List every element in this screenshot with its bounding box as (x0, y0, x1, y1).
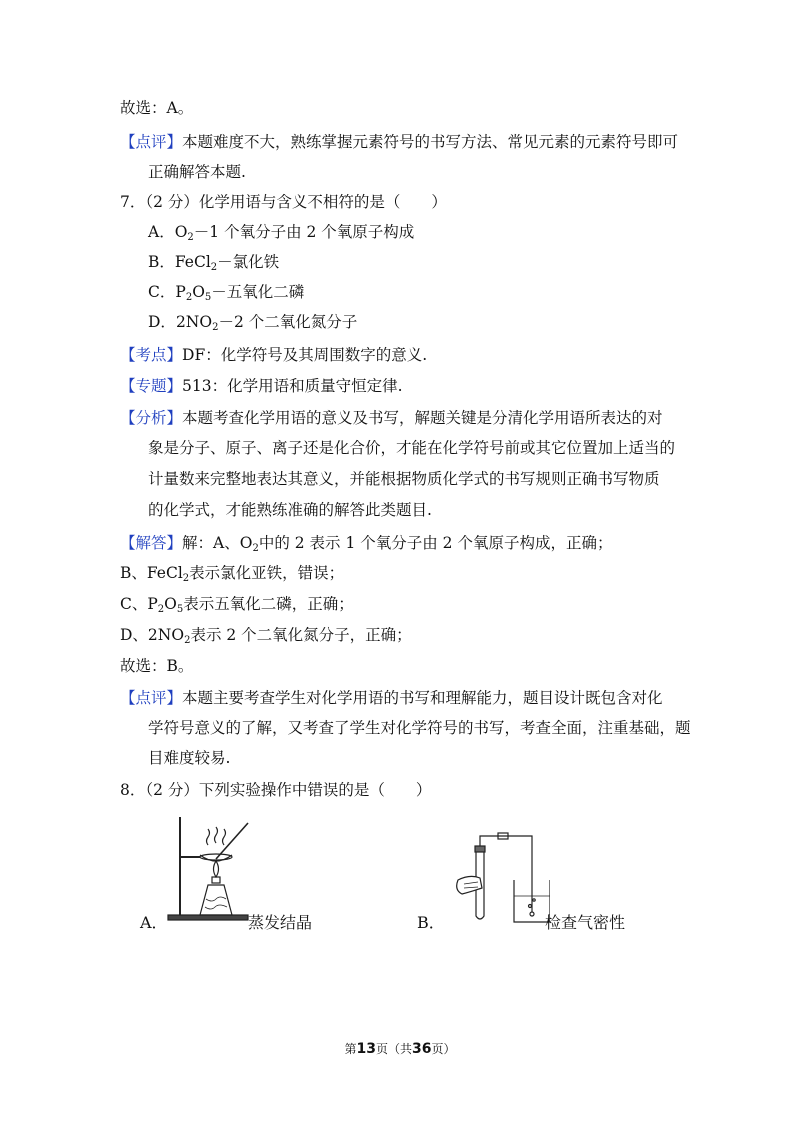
q7-zhuanti: 【专题】513：化学用语和质量守恒定律. (120, 377, 403, 395)
q7-jieda-d: D、$2NO_2$表示 2 个二氧化氮分子，正确； (120, 626, 412, 646)
q8-option-b-caption: 检查气密性 (545, 913, 626, 932)
q7-answer: 故选：B。 (120, 657, 194, 675)
q7-dianping-line1: 【点评】本题主要考查学生对化学用语的书写和理解能力，题目设计既包含对化 (120, 689, 663, 707)
q7-jieda-a: 【解答】解：A、$O_2$中的 2 表示 1 个氧分子由 2 个氧原子构成，正确； (120, 534, 613, 554)
q6-comment-tag: 点评 (135, 133, 167, 151)
q7-jieda-b: B、FeCl$_2$表示氯化亚铁，错误； (120, 564, 345, 584)
q7-kaodian: 【考点】DF：化学符号及其周围数字的意义. (120, 346, 428, 364)
total-pages-number: 36 (412, 1041, 432, 1057)
q7-jieda-c: C、$P_2O_5$表示五氧化二磷，正确； (120, 595, 354, 615)
q7-fenxi-line1: 【分析】本题考查化学用语的意义及书写，解题关键是分清化学用语所表达的对 (120, 409, 663, 427)
q7-option-c: C．$P_2O_5-$五氧化二磷 (148, 283, 305, 303)
q8-option-b-letter: B． (417, 913, 445, 932)
q8-stem: 8．（2 分）下列实验操作中错误的是（ ） (120, 781, 432, 799)
q7-fenxi-line4: 的化学式，才能熟练准确的解答此类题目. (148, 501, 432, 519)
q6-comment-line2: 正确解答本题. (148, 163, 246, 181)
q7-stem: 7．（2 分）化学用语与含义不相符的是（ ） (120, 193, 447, 211)
q7-dianping-line2: 学符号意义的了解，又考查了学生对化学符号的书写，考查全面，注重基础，题 (148, 719, 691, 737)
airtightness-check-figure (440, 830, 550, 930)
current-page-number: 13 (356, 1041, 376, 1057)
q7-option-d: D．$2NO_2-2$ 个二氧化氮分子 (148, 313, 358, 333)
q6-comment-line1: 【点评】本题难度不大，熟练掌握元素符号的书写方法、常见元素的元素符号即可 (120, 133, 679, 151)
q6-answer: 故选：A。 (120, 99, 194, 117)
q7-fenxi-line3: 计量数来完整地表达其意义，并能根据物质化学式的书写规则正确书写物质 (148, 470, 660, 488)
q7-option-b: B．FeCl$_2$－氯化铁 (148, 253, 280, 273)
q8-option-a-letter: A． (140, 913, 168, 932)
q7-fenxi-line2: 象是分子、原子、离子还是化合价，才能在化学符号前或其它位置加上适当的 (148, 439, 676, 457)
q7-dianping-line3: 目难度较易. (148, 749, 231, 767)
q7-option-a: A．$O_2-1$ 个氧分子由 2 个氧原子构成 (148, 223, 415, 243)
page-footer: 第13页（共36页） (344, 1041, 456, 1057)
q8-option-a-caption: 蒸发结晶 (248, 913, 313, 932)
